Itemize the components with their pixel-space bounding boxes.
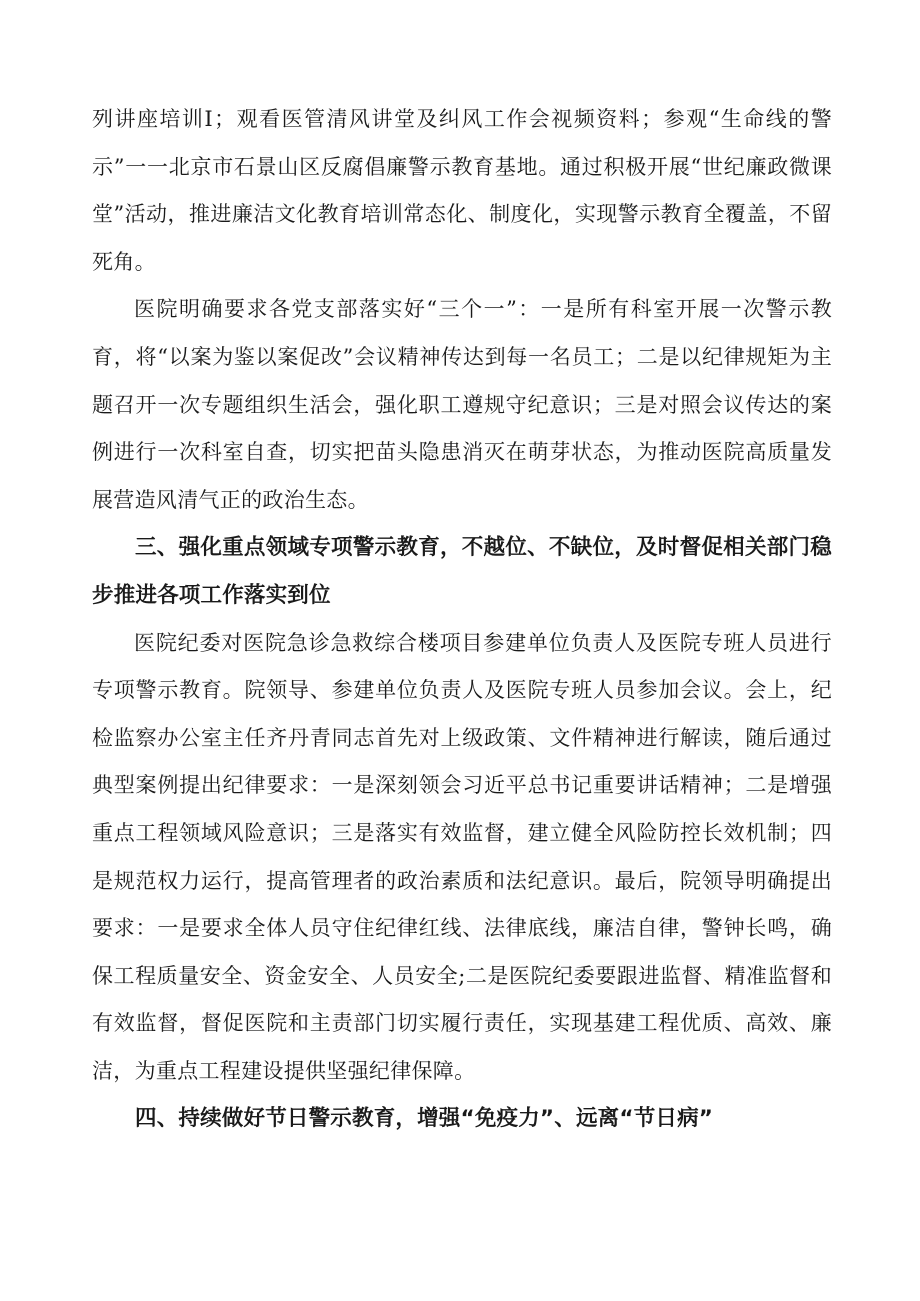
section-heading-4: 四、持续做好节日警示教育，增强“免疫力”、远离“节日病” <box>135 1106 714 1132</box>
paragraph-special-warning: 医院纪委对医院急诊急救综合楼项目参建单位负责人及医院专班人员进行专项警示教育。院领导、参建单位负责人及医院专班人员参加会议。会上，纪检监察办公室主任齐丹青同志首先对上级政策、文件精神进行解读，随后通过典型案例提出纪律要求：一是深刻领会习近平总书记重要讲话精神；二是增强重点工程领域风险意识；三是落实有效监督，建立健全风险防控长效机制；四是规范权力运行，提高管理者的政治素质和法纪意识。最后，院领导明确提出要求：一是要求全体人员守住纪律红线、法律底线，廉洁自律，警钟长鸣，确保工程质量安全、资金安全、人员安全;二是医院纪委要跟进监督、精准监督和有效监督，督促医院和主责部门切实履行责任，实现基建工程优质、高效、廉洁，为重点工程建设提供坚强纪律保障。 <box>92 630 832 1083</box>
section-heading-3: 三、强化重点领域专项警示教育，不越位、不缺位，及时督促相关部门稳步推进各项工作落实到位 <box>92 535 832 608</box>
document-page <box>92 96 832 1143</box>
paragraph-three-ones: 医院明确要求各党支部落实好“三个一”：一是所有科室开展一次警示教育，将“以案为鉴以案促改”会议精神传达到每一名员工；二是以纪律规矩为主题召开一次专题组织生活会，强化职工遵规守纪意识；三是对照会议传达的案例进行一次科室自查，切实把苗头隐患消灭在萌芽状态，为推动医院高质量发展营造风清气正的政治生态。 <box>92 297 832 512</box>
paragraph-continued: 列讲座培训Ⅰ；观看医管清风讲堂及纠风工作会视频资料；参观“生命线的警示”一一北京市石景山区反腐倡廉警示教育基地。通过积极开展“世纪廉政微课堂”活动，推进廉洁文化教育培训常态化、制度化，实现警示教育全覆盖，不留死角。 <box>92 107 832 274</box>
